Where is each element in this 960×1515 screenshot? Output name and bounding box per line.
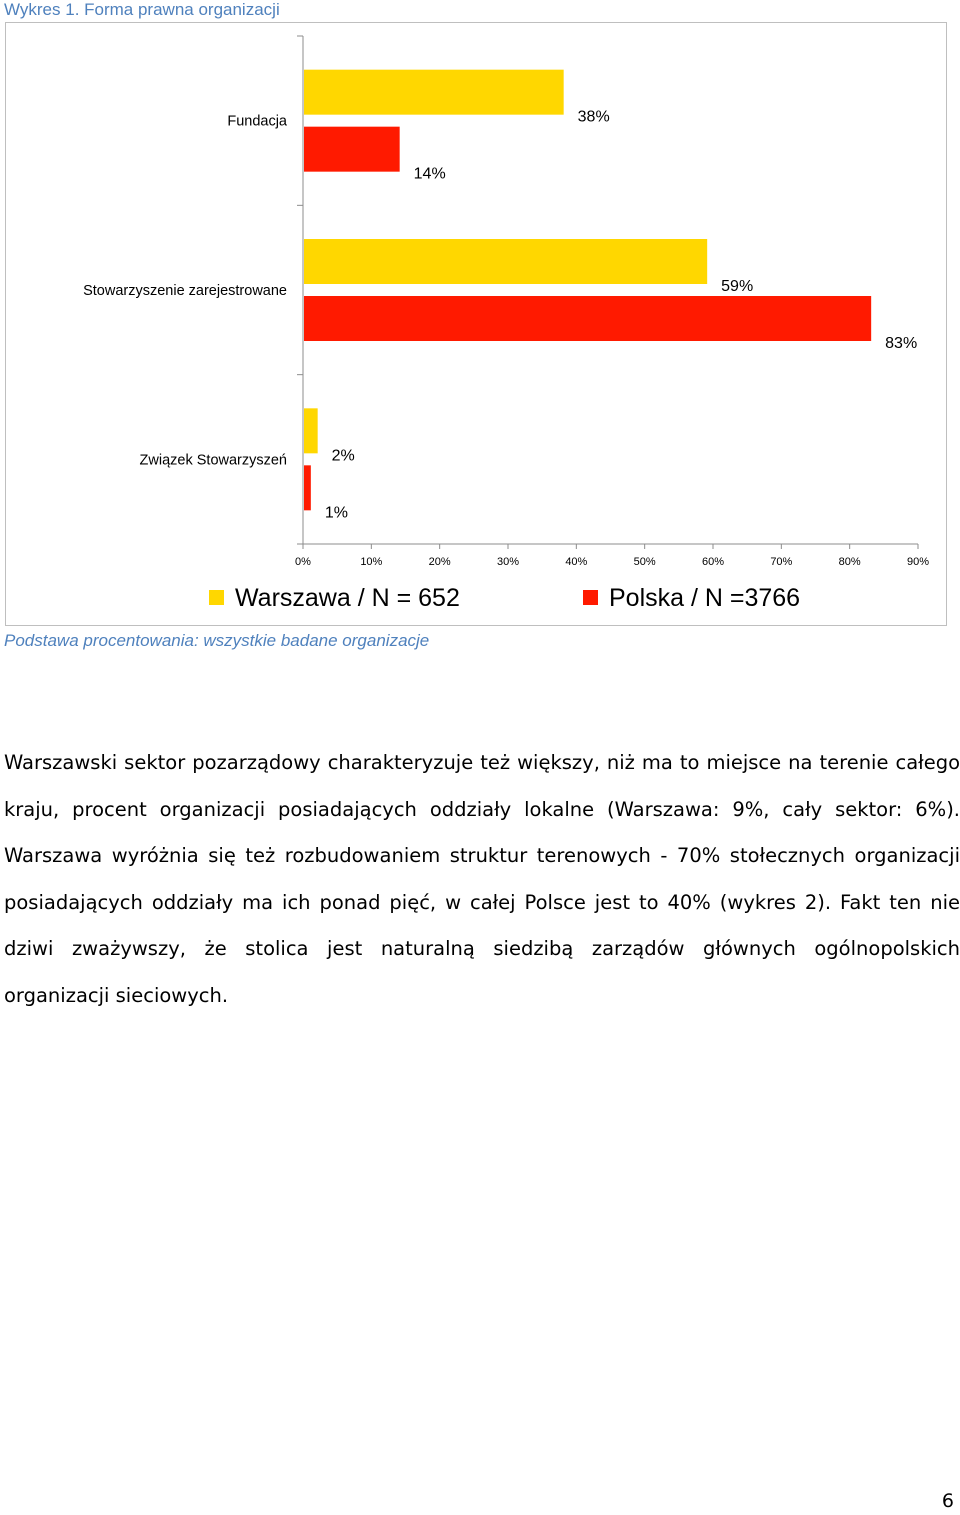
- chart-note: Podstawa procentowania: wszystkie badane organizacje: [4, 631, 430, 650]
- x-tick-label: 40%: [565, 556, 588, 568]
- category-label: Stowarzyszenie zarejestrowane: [83, 283, 287, 299]
- bar-polska: [304, 127, 400, 172]
- legend-label: Polska / N =3766: [609, 584, 801, 612]
- bar-polska: [304, 296, 871, 341]
- x-tick-label: 60%: [701, 556, 725, 568]
- bar-warszawa: [304, 239, 707, 284]
- bar-chart: [6, 23, 948, 627]
- bar-warszawa: [304, 70, 564, 115]
- body-paragraph: Warszawski sektor pozarządowy charakteryzuje też większy, niż ma to miejsce na terenie całego kraju, procent organizacji posiadających oddziały lokalne (Warszawa: 9%, cały sektor: 6%). Warszawa wyróżnia się też rozbudowaniem struktur terenowych - 70% stołecznych organizacji posiadających oddziały ma ich ponad pięć, w całej Polsce jest to 40% (wykres 2). Fakt ten nie dziwi zważywszy, że stolica jest naturalną siedzibą zarządów głównych ogólnopolskich organizacji sieciowych.: [4, 751, 960, 1007]
- data-label: 83%: [885, 335, 918, 352]
- x-tick-label: 0%: [295, 556, 311, 568]
- legend-swatch: [209, 590, 224, 605]
- chart-frame: [5, 22, 947, 626]
- category-label: Fundacja: [227, 113, 287, 130]
- data-label: 1%: [324, 504, 348, 522]
- bar-polska: [304, 465, 311, 510]
- figure-caption: Wykres 1. Forma prawna organizacji: [4, 0, 280, 19]
- data-label: 38%: [577, 108, 610, 126]
- x-tick-label: 50%: [633, 556, 656, 568]
- bar-warszawa: [304, 408, 318, 453]
- page-number: 6: [941, 1490, 954, 1512]
- x-tick-label: 90%: [906, 556, 930, 568]
- x-tick-label: 80%: [838, 556, 861, 568]
- data-label: 14%: [413, 165, 446, 183]
- x-tick-label: 30%: [496, 556, 520, 568]
- legend-label: Warszawa / N = 652: [235, 584, 460, 612]
- category-label: Związek Stowarzyszeń: [139, 452, 287, 469]
- x-tick-label: 10%: [360, 556, 383, 568]
- legend-swatch: [583, 590, 598, 605]
- x-tick-label: 70%: [770, 556, 793, 568]
- data-label: 59%: [721, 278, 754, 295]
- x-tick-label: 20%: [428, 556, 451, 568]
- data-label: 2%: [331, 447, 355, 465]
